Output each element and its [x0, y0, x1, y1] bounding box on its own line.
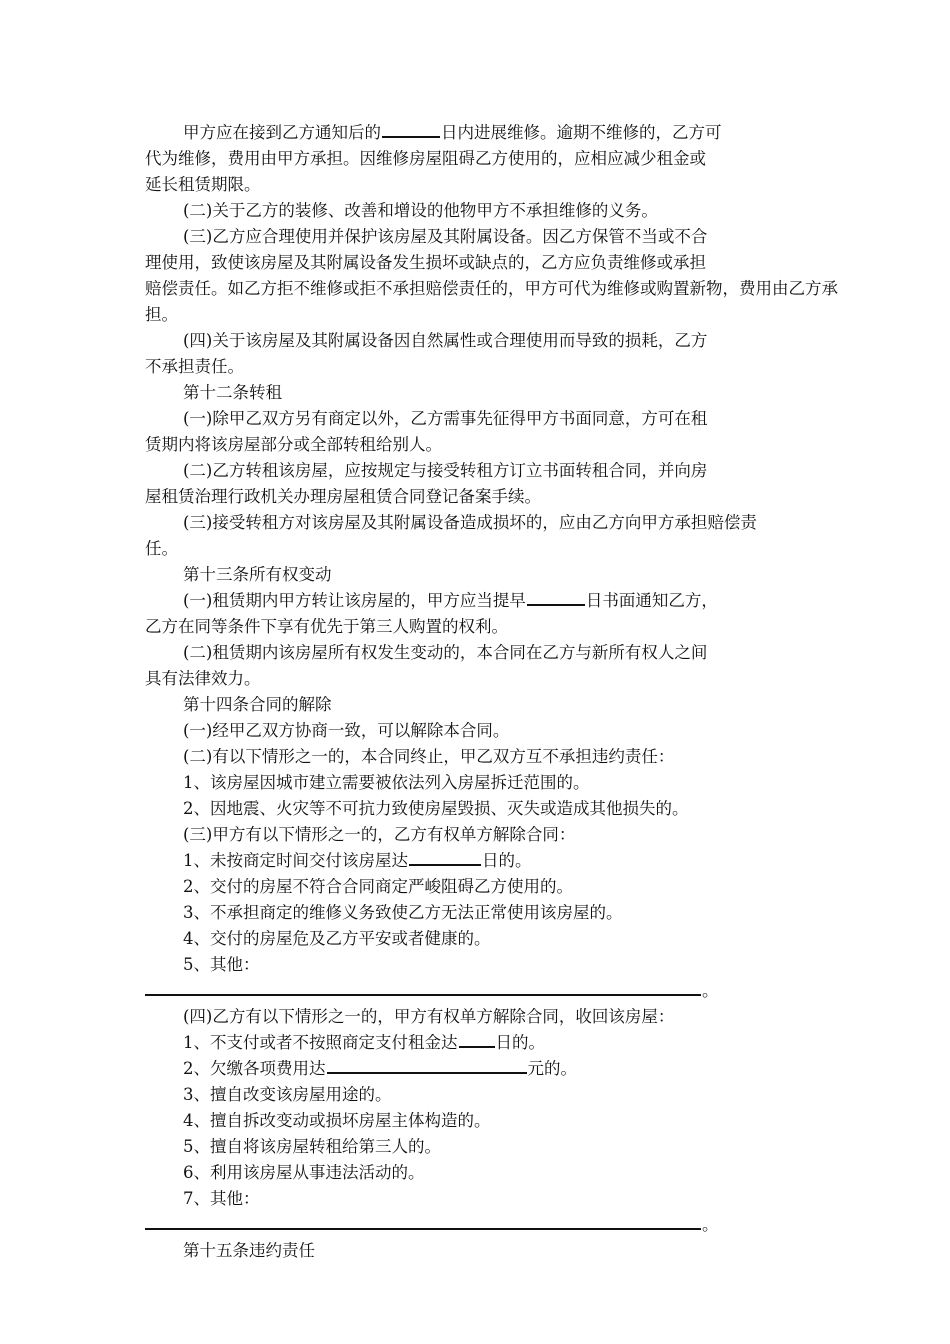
- fill-blank: [409, 849, 481, 866]
- list-item: 1、该房屋因城市建立需要被依法列入房屋拆迁范围的。: [183, 773, 590, 792]
- paragraph-line: (二)关于乙方的装修、改善和增设的他物甲方不承担维修的义务。: [183, 201, 658, 220]
- text-segment: 2、欠缴各项费用达: [183, 1059, 326, 1078]
- section-heading: 第十四条合同的解除: [183, 695, 332, 714]
- fill-blank: [145, 979, 701, 996]
- document-body: [145, 120, 950, 1264]
- fill-blank: [327, 1057, 527, 1074]
- section-heading: 第十三条所有权变动: [183, 565, 332, 584]
- list-item: 2、交付的房屋不符合合同商定严峻阻碍乙方使用的。: [183, 877, 573, 896]
- list-item: 3、擅自改变该房屋用途的。: [183, 1085, 392, 1104]
- paragraph-line: [145, 120, 950, 146]
- list-item: 2、因地震、火灾等不可抗力致使房屋毁损、灭失或造成其他损失的。: [183, 799, 689, 818]
- text-segment: 。: [702, 981, 719, 1000]
- text-segment: 日内进展维修。逾期不维修的，乙方可: [441, 123, 722, 142]
- paragraph-line: (二)乙方转租该房屋，应按规定与接受转租方订立书面转租合同，并向房: [183, 461, 708, 480]
- paragraph-line: (四)乙方有以下情形之一的，甲方有权单方解除合同，收回该房屋：: [183, 1007, 675, 1026]
- paragraph-line: 屋租赁治理行政机关办理房屋租赁合同登记备案手续。: [145, 487, 541, 506]
- section-heading: 第十五条违约责任: [183, 1241, 315, 1260]
- paragraph-line: 赁期内将该房屋部分或全部转租给别人。: [145, 435, 442, 454]
- paragraph-line: (四)关于该房屋及其附属设备因自然属性或合理使用而导致的损耗，乙方: [183, 331, 708, 350]
- paragraph-line: 具有法律效力。: [145, 669, 261, 688]
- paragraph-line: 乙方在同等条件下享有优先于第三人购置的权利。: [145, 617, 508, 636]
- paragraph-line: 担。: [145, 305, 178, 324]
- fill-line: [145, 978, 950, 1004]
- list-item: [145, 1056, 950, 1082]
- paragraph-line: 不承担责任。: [145, 357, 244, 376]
- paragraph-line: (二)租赁期内该房屋所有权发生变动的，本合同在乙方与新所有权人之间: [183, 643, 708, 662]
- list-item: 5、其他：: [183, 955, 260, 974]
- fill-blank: [145, 1213, 701, 1230]
- paragraph-line: 赔偿责任。如乙方拒不维修或拒不承担赔偿责任的，甲方可代为维修或购置新物，费用由乙方承: [145, 279, 838, 298]
- text-segment: (一)租赁期内甲方转让该房屋的，甲方应当提早: [183, 591, 526, 610]
- fill-blank: [527, 589, 585, 606]
- list-item: 4、擅自拆改变动或损坏房屋主体构造的。: [183, 1111, 491, 1130]
- paragraph-line: (二)有以下情形之一的，本合同终止，甲乙双方互不承担违约责任：: [183, 747, 675, 766]
- paragraph-line: 代为维修，费用由甲方承担。因维修房屋阻碍乙方使用的，应相应减少租金或: [145, 149, 706, 168]
- list-item: 7、其他：: [183, 1189, 260, 1208]
- text-segment: 甲方应在接到乙方通知后的: [183, 123, 381, 142]
- paragraph-line: (三)接受转租方对该房屋及其附属设备造成损坏的，应由乙方向甲方承担赔偿责: [183, 513, 757, 532]
- paragraph-line: 理使用，致使该房屋及其附属设备发生损坏或缺点的，乙方应负责维修或承担: [145, 253, 706, 272]
- paragraph-line: 延长租赁期限。: [145, 175, 261, 194]
- list-item: 4、交付的房屋危及乙方平安或者健康的。: [183, 929, 491, 948]
- paragraph-line: [145, 588, 950, 614]
- list-item: [145, 848, 950, 874]
- text-segment: 1、未按商定时间交付该房屋达: [183, 851, 408, 870]
- text-segment: 1、不支付或者不按照商定支付租金达: [183, 1033, 458, 1052]
- text-segment: 日的。: [495, 1033, 545, 1052]
- fill-blank: [459, 1031, 495, 1048]
- list-item: [145, 1030, 950, 1056]
- text-segment: 日书面通知乙方，: [585, 591, 718, 610]
- section-heading: 第十二条转租: [183, 383, 282, 402]
- paragraph-line: (一)经甲乙双方协商一致，可以解除本合同。: [183, 721, 510, 740]
- list-item: 6、利用该房屋从事违法活动的。: [183, 1163, 425, 1182]
- paragraph-line: (一)除甲乙双方另有商定以外，乙方需事先征得甲方书面同意，方可在租: [183, 409, 708, 428]
- paragraph-line: 任。: [145, 539, 178, 558]
- paragraph-line: (三)乙方应合理使用并保护该房屋及其附属设备。因乙方保管不当或不合: [183, 227, 708, 246]
- text-segment: 。: [702, 1215, 719, 1234]
- fill-blank: [382, 121, 440, 138]
- text-segment: 元的。: [527, 1059, 577, 1078]
- text-segment: 日的。: [482, 851, 532, 870]
- paragraph-line: (三)甲方有以下情形之一的，乙方有权单方解除合同：: [183, 825, 576, 844]
- fill-line: [145, 1212, 950, 1238]
- list-item: 3、不承担商定的维修义务致使乙方无法正常使用该房屋的。: [183, 903, 623, 922]
- list-item: 5、擅自将该房屋转租给第三人的。: [183, 1137, 441, 1156]
